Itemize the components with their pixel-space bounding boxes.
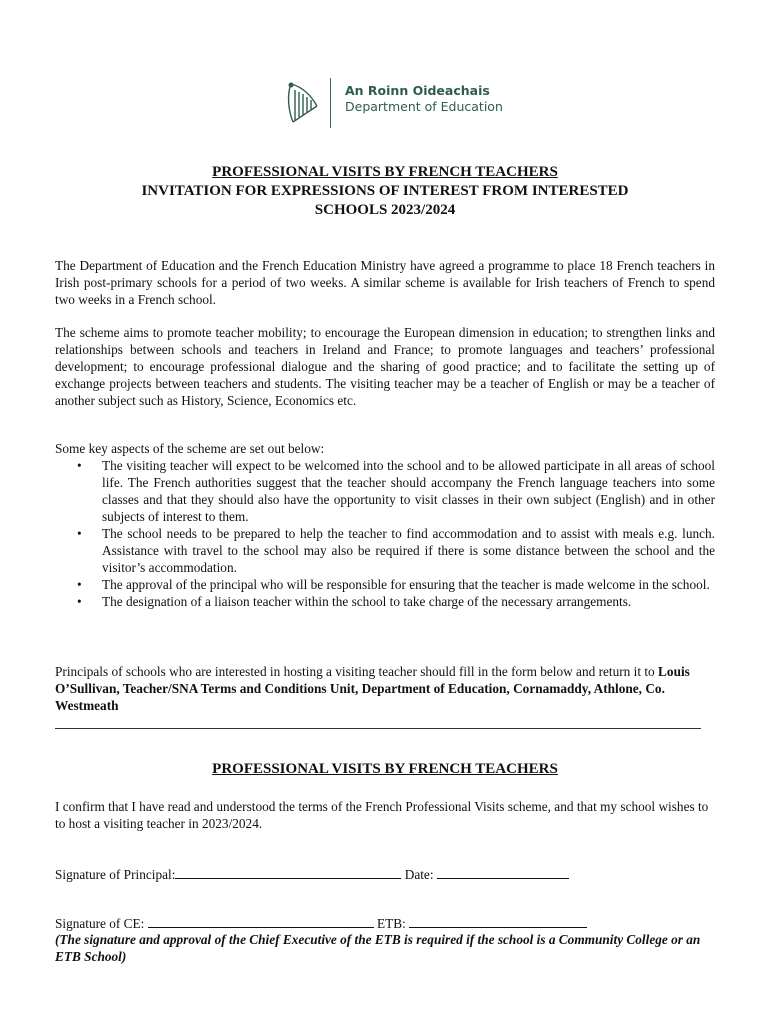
header-divider [330, 78, 331, 128]
principal-signature-row [55, 865, 569, 883]
bullet-icon: • [77, 594, 82, 609]
principals-paragraph: Principals of schools who are interested in hosting a visiting teacher should fill in the form below and return it to Louis O’Sullivan, Teacher/SNA Terms and Conditions Unit, Department of Education, Cornamaddy, Athlone, Co. Westmeath [55, 664, 690, 713]
document-title [55, 163, 715, 220]
date-field[interactable] [437, 865, 569, 879]
list-item: • The approval of the principal who will be responsible for ensuring that the teacher is made welcome in the school. [77, 577, 710, 592]
date-label: Date: [404, 867, 434, 882]
org-name-irish: An Roinn Oideachais [345, 83, 490, 98]
principal-signature-label: Signature of Principal: [55, 867, 176, 882]
aspects-heading: Some key aspects of the scheme are set out below: [55, 441, 325, 456]
title-line-3: SCHOOLS 2023/2024 [314, 202, 456, 218]
etb-field[interactable] [409, 914, 587, 928]
bullet-icon: • [77, 577, 82, 592]
list-item: • The visiting teacher will expect to be welcomed into the school and to be allowed participate in all areas of school life. The French authorities suggest that the teacher should accompany the French language teachers into some classes and that they should also have the opportunity to visit classes in their own subject (English) and in other subjects of interest to them. [77, 458, 715, 524]
ce-signature-label: Signature of CE: [55, 916, 145, 931]
title-line-2: INVITATION FOR EXPRESSIONS OF INTEREST FROM INTERESTED [141, 183, 629, 199]
principal-signature-field[interactable] [175, 865, 401, 879]
ce-approval-note: (The signature and approval of the Chief Executive of the ETB is required if the school is a Community College or an ETB School) [55, 932, 701, 964]
harp-icon [285, 80, 321, 126]
list-item: • The designation of a liaison teacher within the school to take charge of the necessary arrangements. [77, 594, 632, 609]
intro-paragraph-1: The Department of Education and the French Education Ministry have agreed a programme to place 18 French teachers in Irish post-primary schools for a period of two weeks. A similar scheme is available for Irish teachers of French to spend two weeks in a French school. [55, 258, 715, 307]
form-title: PROFESSIONAL VISITS BY FRENCH TEACHERS [212, 761, 558, 777]
list-item: • The school needs to be prepared to help the teacher to find accommodation and to assist with meals e.g. lunch. Assistance with travel to the school may also be required if there is some distance between the school and the visitor’s accommodation. [77, 526, 715, 575]
intro-paragraph-2: The scheme aims to promote teacher mobility; to encourage the European dimension in education; to strengthen links and relationships between schools and teachers in Ireland and France; to promote languages and teachers’ professional development; to encourage professional dialogue and the sharing of good practice; and to facilitate the setting up of exchange projects between teachers and students. The visiting teacher may be a teacher of English or may be a teacher of another subject such as History, Science, Economics etc. [55, 325, 715, 408]
separator-line [55, 728, 701, 729]
contact-address: Louis O’Sullivan, Teacher/SNA Terms and Conditions Unit, Department of Education, Cornamaddy, Athlone, Co. Westmeath [55, 664, 690, 713]
ce-signature-field[interactable] [148, 914, 374, 928]
aspects-list [55, 457, 715, 610]
department-header [285, 78, 545, 130]
etb-label: ETB: [377, 916, 406, 931]
title-line-1: PROFESSIONAL VISITS BY FRENCH TEACHERS [212, 164, 558, 180]
bullet-icon: • [77, 526, 82, 541]
bullet-icon: • [77, 458, 82, 473]
ce-signature-row [55, 914, 587, 932]
confirmation-text: I confirm that I have read and understood the terms of the French Professional Visits scheme, and that my school wishes to to host a visiting teacher in 2023/2024. [55, 799, 709, 831]
org-name-english: Department of Education [345, 99, 503, 114]
